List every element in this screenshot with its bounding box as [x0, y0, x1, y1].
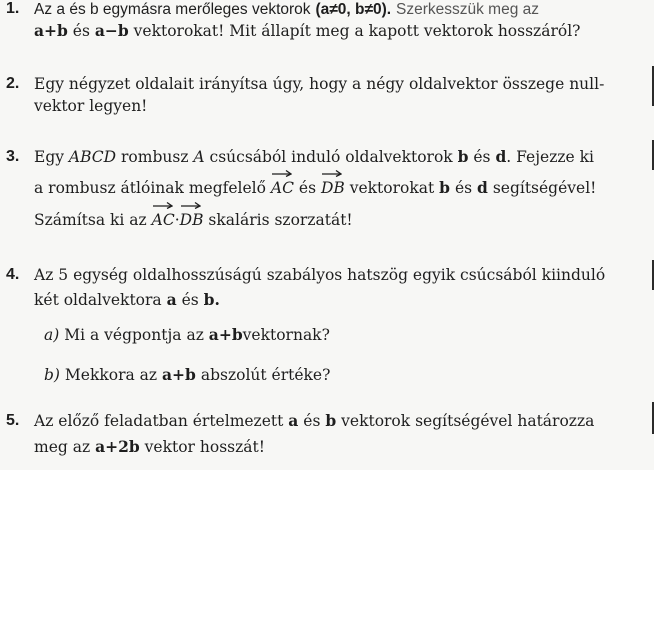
problem-number: 2. — [6, 75, 20, 92]
vector-symbol: b — [457, 147, 469, 166]
vector-db — [180, 210, 204, 230]
problem-1-condition: (a≠0, b≠0). — [315, 1, 392, 18]
problem-4-and: és — [181, 291, 199, 309]
vector-db-label: DB — [179, 211, 204, 229]
problem-3-text: . Fejezze ki — [506, 148, 594, 166]
vector-sum-expression: a+b — [162, 365, 196, 384]
problem-3-line-1 — [34, 147, 594, 167]
problem-number: 5. — [6, 412, 20, 429]
problem-5-text: vektorok segítségével határozza — [341, 412, 595, 430]
problem-3-text: Számítsa ki az — [34, 211, 147, 229]
dot-operator: · — [174, 211, 180, 229]
problem-3-text: csúcsából induló oldalvektorok — [204, 148, 458, 166]
problem-4-text: két oldalvektora — [34, 291, 162, 309]
vector-b: b — [325, 411, 337, 430]
problem-3-text: skaláris szorzatát! — [208, 211, 353, 229]
problem-5-and: és — [303, 412, 321, 430]
problem-5-line-2 — [34, 437, 265, 457]
problem-3-line-3 — [34, 210, 353, 230]
subquestion-text: Mekkora az — [64, 366, 158, 384]
problem-2-line-2: vektor legyen! — [34, 97, 148, 115]
vector-ac — [152, 210, 175, 230]
problem-4-line-2 — [34, 290, 220, 310]
vector-ac-label: AC — [270, 179, 294, 197]
problem-1-text: vektorokat! Mit állapít meg a kapott vektorok hosszáról? — [128, 22, 581, 40]
problem-3-line-2 — [34, 178, 596, 198]
problem-3-text: segítségével! — [492, 179, 597, 197]
problem-number: 4. — [6, 266, 20, 283]
vector-ac-label: AC — [151, 211, 175, 229]
vector-expression: a+2b — [95, 437, 140, 456]
problem-1-line-2 — [34, 21, 580, 41]
vector-db — [321, 178, 345, 198]
problem-3-text: vektorokat — [349, 179, 435, 197]
subquestion-text: Mi a végpontja az — [64, 326, 204, 344]
subquestion-text: abszolút értéke? — [200, 366, 331, 384]
vector-db-label: DB — [320, 179, 345, 197]
vector-expression: a−b — [94, 21, 129, 40]
problem-5-line-1 — [34, 411, 594, 431]
problem-3-and: és — [454, 179, 473, 197]
vector-d: d — [477, 178, 488, 197]
problem-3-text: a rombusz átlóinak megfelelő — [34, 179, 266, 197]
problem-number: 1. — [6, 0, 20, 17]
vector-arrow-icon — [181, 201, 201, 209]
subquestion-text: vektornak? — [242, 326, 330, 344]
vector-arrow-icon — [322, 169, 342, 177]
subquestion-label: b) — [44, 366, 60, 384]
problem-3-text: rombusz — [116, 148, 194, 166]
vector-sum-expression: a+b — [208, 325, 243, 344]
problem-5-text: vektor hosszát! — [144, 438, 265, 456]
problem-5-text: Az előző feladatban értelmezett — [34, 412, 284, 430]
vector-arrow-icon — [153, 201, 173, 209]
problem-4-subquestion-b — [44, 365, 330, 385]
problem-1-lead: Az a és b egymásra merőleges vektorok — [34, 1, 311, 18]
problem-4-subquestion-a — [44, 325, 330, 345]
vector-b: b. — [203, 290, 220, 309]
problem-3-text: és — [468, 148, 496, 166]
problem-1-text: és — [67, 22, 95, 40]
problem-number: 3. — [6, 148, 20, 165]
vector-symbol: d — [495, 147, 507, 166]
problem-5-text: meg az — [34, 438, 91, 456]
problem-1-tail: Szerkesszük meg az — [396, 1, 540, 18]
point-label: A — [193, 148, 205, 166]
problem-4-line-1: Az 5 egység oldalhosszúságú szabályos hatszög egyik csúcsából kiinduló — [34, 266, 606, 284]
problem-3-and: és — [298, 179, 317, 197]
vector-ac — [271, 178, 294, 198]
vector-expression: a+b — [34, 21, 68, 40]
point-label: ABCD — [68, 148, 117, 166]
vector-a: a — [288, 411, 299, 430]
subquestion-label: a) — [44, 326, 60, 344]
vector-arrow-icon — [272, 169, 292, 177]
problem-3-text: Egy — [34, 148, 69, 166]
problem-2-line-1: Egy négyzet oldalait irányítsa úgy, hogy a négy oldalvektor összege null- — [34, 75, 605, 93]
vector-b: b — [439, 178, 451, 197]
vector-a: a — [166, 290, 177, 309]
problem-1-line-1 — [34, 0, 539, 20]
